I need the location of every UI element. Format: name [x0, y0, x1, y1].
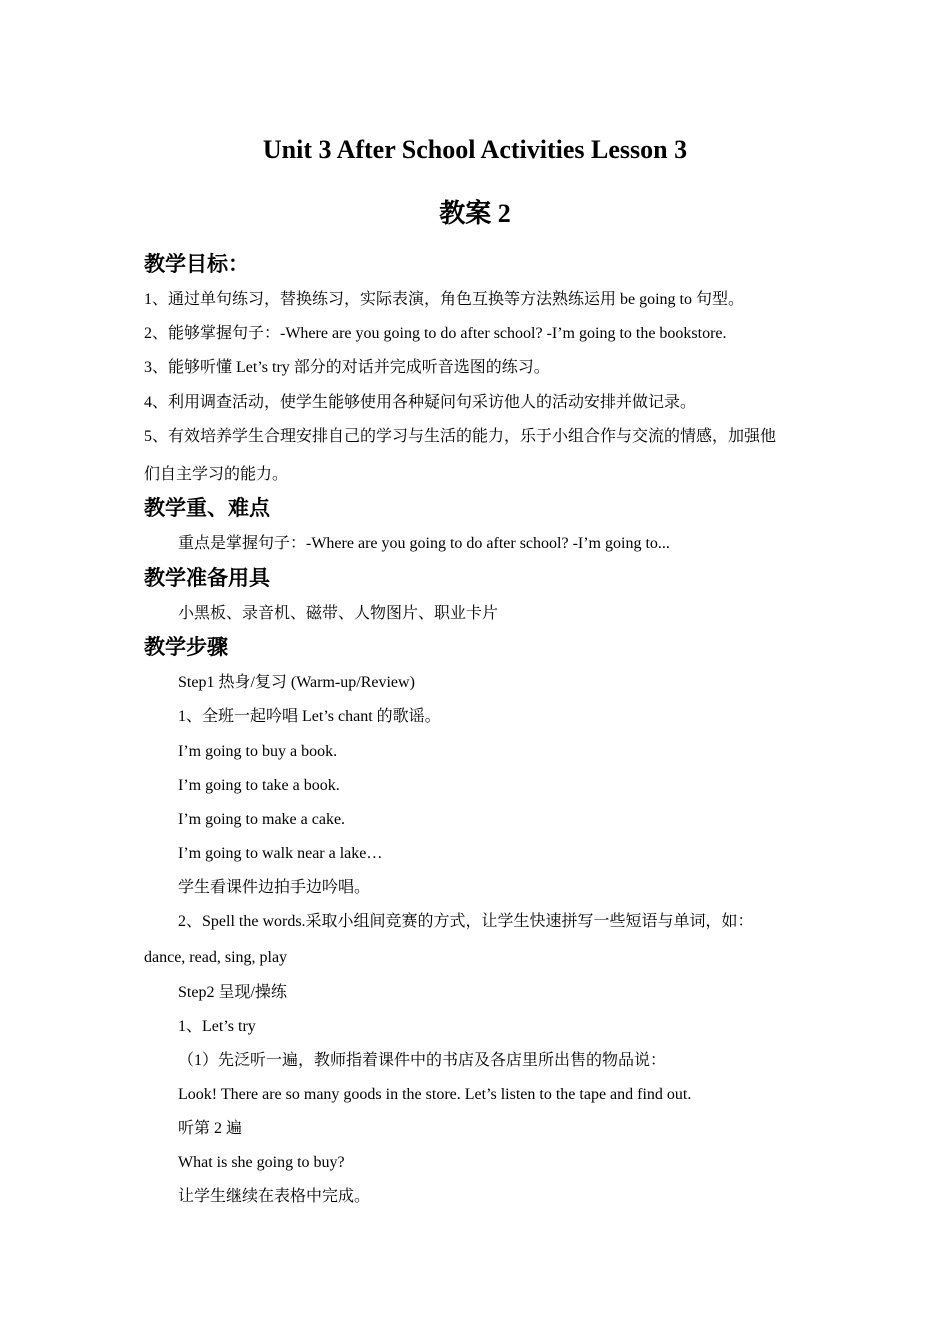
objective-item: 2、能够掌握句子：-Where are you going to do after school? -I’m going to the bookstore.: [144, 325, 727, 342]
heading-materials: 教学准备用具: [144, 566, 270, 590]
step-line: I’m going to make a cake.: [178, 811, 346, 828]
step-line: I’m going to walk near a lake…: [178, 845, 383, 862]
step-line: Look! There are so many goods in the store. Let’s listen to the tape and find out.: [178, 1086, 692, 1103]
step-line: 让学生继续在表格中完成。: [178, 1188, 371, 1205]
step-line-continued: dance, read, sing, play: [144, 949, 288, 966]
step-line: 学生看课件边拍手边吟唱。: [178, 879, 371, 896]
objective-item: 3、能够听懂 Let’s try 部分的对话并完成听音选图的练习。: [144, 359, 550, 376]
step-line: 2、Spell the words.采取小组间竞赛的方式，让学生快速拼写一些短语与单词，如：: [178, 913, 754, 930]
step-line: 听第 2 遍: [178, 1120, 243, 1137]
heading-key-points: 教学重、难点: [144, 496, 270, 520]
step-line: What is she going to buy?: [178, 1154, 345, 1171]
document-subtitle: 教案 2: [439, 199, 511, 228]
document-title: Unit 3 After School Activities Lesson 3: [262, 135, 688, 164]
objective-item: 4、利用调查活动，使学生能够使用各种疑问句采访他人的活动安排并做记录。: [144, 394, 697, 411]
step-line: 1、Let’s try: [178, 1018, 256, 1035]
objective-item: 5、有效培养学生合理安排自己的学习与生活的能力，乐于小组合作与交流的情感，加强他: [144, 428, 777, 445]
objective-item-continued: 们自主学习的能力。: [144, 466, 289, 483]
step-line: Step1 热身/复习 (Warm-up/Review): [178, 674, 415, 691]
step-line: 1、全班一起吟唱 Let’s chant 的歌谣。: [178, 708, 441, 725]
materials-text: 小黑板、录音机、磁带、人物图片、职业卡片: [178, 605, 499, 622]
step-line: I’m going to buy a book.: [178, 743, 338, 760]
step-line: （1）先泛听一遍，教师指着课件中的书店及各店里所出售的物品说：: [178, 1052, 667, 1069]
key-points-text: 重点是掌握句子：-Where are you going to do after school? -I’m going to...: [178, 535, 670, 552]
objective-item: 1、通过单句练习，替换练习，实际表演，角色互换等方法熟练运用 be going to 句型。: [144, 291, 744, 308]
heading-objectives: 教学目标：: [144, 252, 249, 276]
step-line: Step2 呈现/操练: [178, 984, 287, 1001]
step-line: I’m going to take a book.: [178, 777, 340, 794]
heading-steps: 教学步骤: [144, 635, 228, 659]
